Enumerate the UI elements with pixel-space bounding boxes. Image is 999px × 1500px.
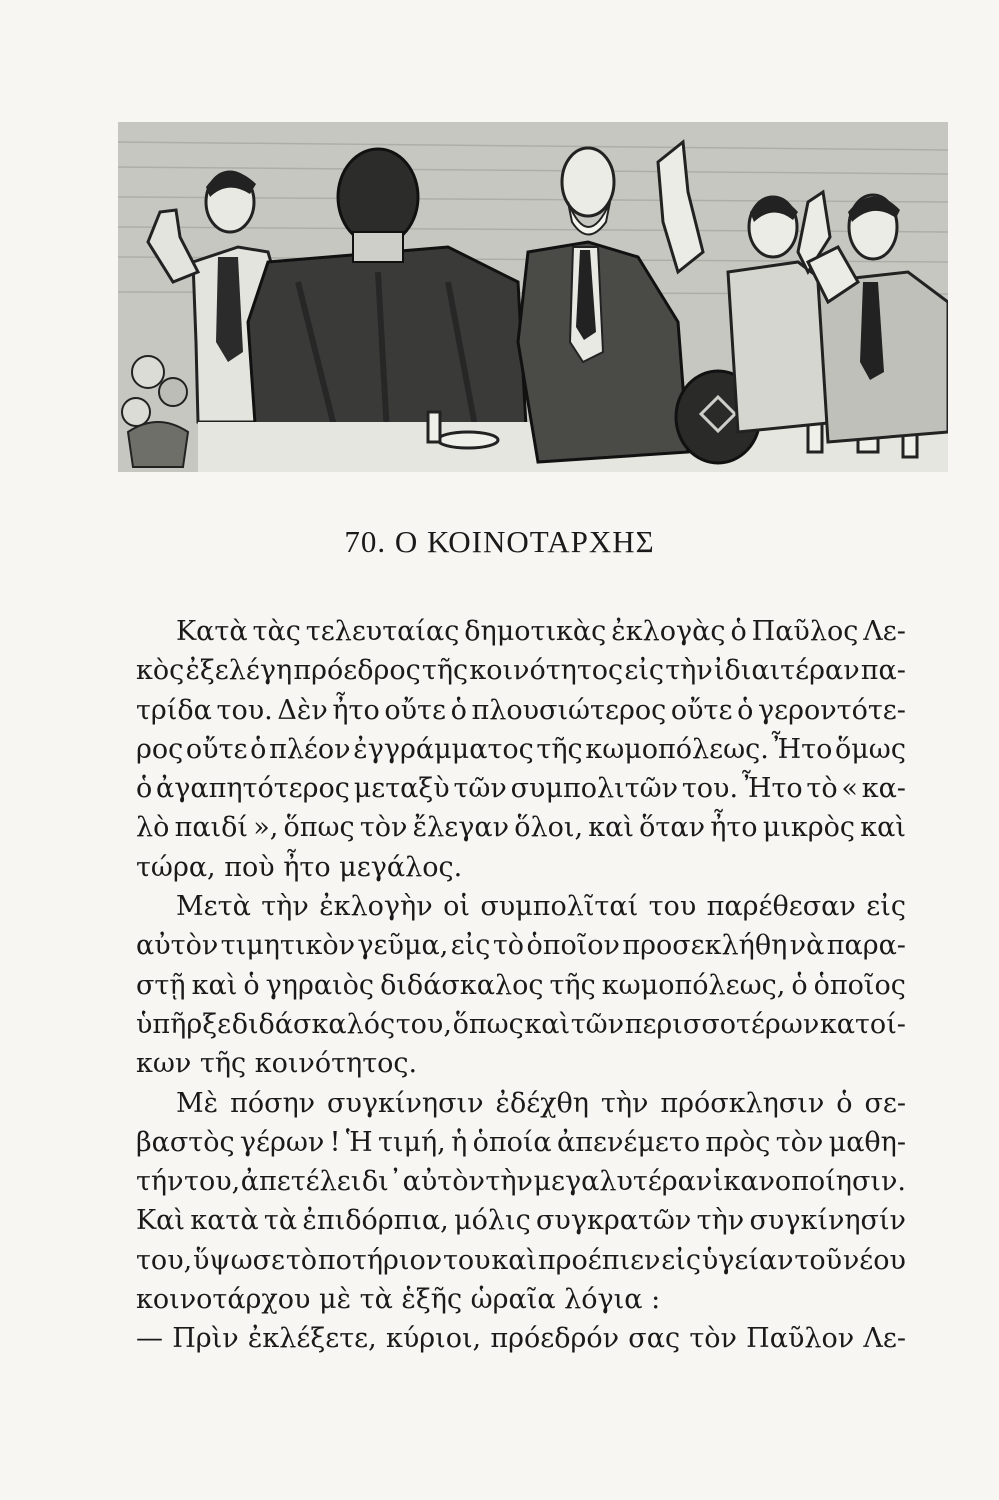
body-text — [136, 612, 906, 1359]
word: προέπιεν — [537, 1244, 661, 1276]
word: — — [136, 1323, 163, 1355]
word: Μὲ — [176, 1087, 219, 1119]
word: διδάσκαλός — [231, 1008, 396, 1040]
word: καὶ — [491, 1244, 538, 1276]
word: κωμοπόλεως. — [585, 733, 769, 765]
word: ὅταν — [639, 812, 705, 844]
word: « — [841, 773, 858, 805]
word: ὅπως — [452, 1008, 524, 1040]
word: καὶ — [588, 812, 634, 844]
word: ρος — [136, 733, 184, 765]
word: τὸ — [492, 930, 525, 962]
word: Πρὶν — [172, 1323, 239, 1355]
word: κωμοπόλεως, — [601, 969, 786, 1001]
word: κὸς — [136, 655, 185, 687]
word: τὰ — [263, 1205, 298, 1237]
word: οἱ — [443, 891, 470, 923]
word: οὔτε — [384, 694, 446, 726]
word: Ἦτο — [771, 733, 833, 765]
word: του. — [216, 694, 273, 726]
word: αὐτὸν — [136, 930, 219, 962]
word: ὕψωσε — [193, 1244, 286, 1276]
word: μεταξὺ — [353, 773, 450, 805]
word: συγκίνησιν — [327, 1087, 484, 1119]
word: οὔτε — [185, 733, 248, 765]
word: ὁ — [250, 733, 267, 765]
word: τὴν — [696, 1205, 745, 1237]
word: καὶ — [524, 1008, 571, 1040]
word: », — [253, 812, 279, 844]
word: σας — [628, 1323, 681, 1355]
word: συμπολῖταί — [480, 891, 639, 923]
word: ἱκανοποίησιν. — [712, 1166, 906, 1198]
word: εἰς — [624, 655, 665, 687]
word: αὐτὸν — [402, 1166, 485, 1198]
word: πρὸς — [705, 1126, 771, 1158]
word: του. — [681, 773, 739, 805]
text-line — [136, 887, 906, 926]
word: παρα- — [826, 930, 906, 962]
word: σε- — [864, 1087, 906, 1119]
word: Δὲν — [277, 694, 328, 726]
word: ἐκλέξετε, — [247, 1323, 377, 1355]
text-line — [136, 1162, 906, 1201]
word: νὰ — [789, 930, 825, 962]
chapter-number: 70. — [344, 524, 387, 559]
text-line — [136, 1241, 906, 1280]
word: ὁποία — [472, 1126, 552, 1158]
word: κύριοι, — [385, 1323, 482, 1355]
word: ὁ — [243, 969, 260, 1001]
text-line — [136, 966, 906, 1005]
word: γεῦμα, — [357, 930, 449, 962]
word: γέρων — [239, 1126, 325, 1158]
word: ὁ — [836, 1087, 853, 1119]
text-line — [136, 1123, 906, 1162]
text-line — [136, 1319, 906, 1358]
word: ἐξελέγη — [185, 655, 293, 687]
word: συγκίνησίν — [749, 1205, 906, 1237]
word: νέου — [842, 1244, 906, 1276]
word: τὸ — [806, 773, 838, 805]
word: ὁποῖον — [526, 930, 620, 962]
word: περισσοτέρων — [624, 1008, 820, 1040]
word: ἰδιαιτέραν — [713, 655, 860, 687]
word: Καὶ — [136, 1205, 185, 1237]
word: τὸν — [775, 1126, 824, 1158]
chapter-title: Ο ΚΟΙΝΟΤΑΡΧΗΣ — [394, 524, 655, 559]
word: ἀπετέλει — [240, 1166, 362, 1198]
word: τῆς — [421, 655, 469, 687]
word: βαστὸς — [136, 1126, 235, 1158]
word: πόσην — [230, 1087, 316, 1119]
word: ἔλεγαν — [412, 812, 510, 844]
word: ἦτο — [332, 694, 380, 726]
word: τὸ — [285, 1244, 318, 1276]
word: του, — [395, 1008, 452, 1040]
text-line — [136, 691, 906, 730]
word: ὁ — [791, 969, 808, 1001]
word: ἐπιδόρπια, — [302, 1205, 449, 1237]
word: Λε- — [863, 616, 906, 647]
word: τελευταίας — [305, 616, 460, 647]
word: γεροντότε- — [757, 694, 906, 726]
word: πα- — [860, 655, 906, 687]
word: τὴν — [600, 1087, 649, 1119]
word: κα- — [861, 773, 906, 805]
text-line — [136, 769, 906, 808]
word: τὸν — [689, 1323, 737, 1355]
word: τὸν — [359, 812, 408, 844]
word: τὴν — [665, 655, 713, 687]
word: συγκρατῶν — [536, 1205, 692, 1237]
word: ὅλοι, — [514, 812, 584, 844]
word: προσεκλήθη — [622, 930, 788, 962]
word: τὰς — [252, 616, 301, 647]
word: καὶ — [860, 812, 906, 844]
banquet-illustration — [118, 122, 948, 472]
word: του — [648, 891, 697, 923]
word: κοινότητος — [469, 655, 624, 687]
word: δι᾽ — [361, 1166, 403, 1198]
text-line — [136, 1005, 906, 1044]
word: ὅμως — [835, 733, 906, 765]
word: εἰς — [866, 891, 906, 923]
word: ἀπενέμετο — [556, 1126, 701, 1158]
word: γηραιὸς — [265, 969, 375, 1001]
chapter-heading — [0, 524, 999, 560]
word: Ἡ — [345, 1126, 373, 1158]
text-line — [136, 1201, 906, 1240]
word: ἐκλογὴν — [319, 891, 433, 923]
word: ἀγαπητότερος — [156, 773, 350, 805]
text-line — [136, 730, 906, 769]
word: μεγαλυτέραν — [533, 1166, 713, 1198]
word: Μετὰ — [176, 891, 251, 923]
word: Παῦλον — [746, 1323, 855, 1355]
word: ὑπῆρξε — [136, 1008, 232, 1040]
word: ποτήριον — [317, 1244, 443, 1276]
word: παρέθεσαν — [706, 891, 856, 923]
word: ὁποῖος — [813, 969, 906, 1001]
word: ! — [329, 1126, 341, 1158]
word: τήν — [136, 1166, 184, 1198]
word: πρόσκλησιν — [660, 1087, 825, 1119]
word: τῶν — [453, 773, 507, 805]
word: στῇ — [136, 969, 186, 1001]
word: ὁ — [730, 616, 747, 647]
word: πλέον — [269, 733, 351, 765]
word: τιμή, — [377, 1126, 446, 1158]
word: τιμητικὸν — [220, 930, 355, 962]
word: ἡ — [451, 1126, 468, 1158]
word: Κατὰ — [176, 616, 248, 647]
word: μόλις — [454, 1205, 531, 1237]
word: του, — [136, 1244, 193, 1276]
word: καὶ — [191, 969, 238, 1001]
word: κατοί- — [819, 1008, 906, 1040]
word: εἰς — [661, 1244, 701, 1276]
text-line — [136, 808, 906, 847]
word: τῶν — [570, 1008, 625, 1040]
word: Ἦτο — [741, 773, 803, 805]
word: ἐγγράμματος — [353, 733, 534, 765]
word: Παῦλος — [751, 616, 859, 647]
word: οὔτε — [670, 694, 733, 726]
text-line — [136, 1084, 906, 1123]
word: τοῦ — [794, 1244, 843, 1276]
word: λὸ — [136, 812, 170, 844]
word: ἐκλογὰς — [611, 616, 726, 647]
word: του, — [184, 1166, 241, 1198]
word: συμπολιτῶν — [510, 773, 679, 805]
banquet-illustration-svg — [118, 122, 948, 472]
text-line: τώρα, ποὺ ἦτο μεγάλος. — [136, 851, 463, 883]
text-line — [136, 612, 906, 651]
word: τὴν — [261, 891, 309, 923]
word: ἦτο — [710, 812, 758, 844]
text-line: κοινοτάρχου μὲ τὰ ἑξῆς ὡραῖα λόγια : — [136, 1284, 661, 1316]
word: ὁ — [136, 773, 153, 805]
word: ὁ — [737, 694, 754, 726]
word: τὴν — [485, 1166, 533, 1198]
word: τρίδα — [136, 694, 212, 726]
word: κατὰ — [190, 1205, 259, 1237]
word: πλουσιώτερος — [471, 694, 667, 726]
word: τῆς — [536, 733, 583, 765]
word: Λε- — [863, 1323, 906, 1355]
word: μικρὸς — [762, 812, 856, 844]
text-line — [136, 926, 906, 965]
word: τῆς — [549, 969, 596, 1001]
word: δημοτικὰς — [464, 616, 607, 647]
word: πρόεδρος — [293, 655, 421, 687]
word: πρόεδρόν — [490, 1323, 620, 1355]
word: διδάσκαλος — [380, 969, 544, 1001]
word: εἰς — [450, 930, 491, 962]
word: ὅπως — [283, 812, 355, 844]
word: ὁ — [450, 694, 467, 726]
word: παιδί — [174, 812, 248, 844]
word: ἐδέχθη — [495, 1087, 589, 1119]
word: του — [442, 1244, 491, 1276]
word: ὑγείαν — [701, 1244, 794, 1276]
text-line — [136, 651, 906, 690]
word: μαθη- — [828, 1126, 906, 1158]
text-line: κων τῆς κοινότητος. — [136, 1048, 418, 1080]
